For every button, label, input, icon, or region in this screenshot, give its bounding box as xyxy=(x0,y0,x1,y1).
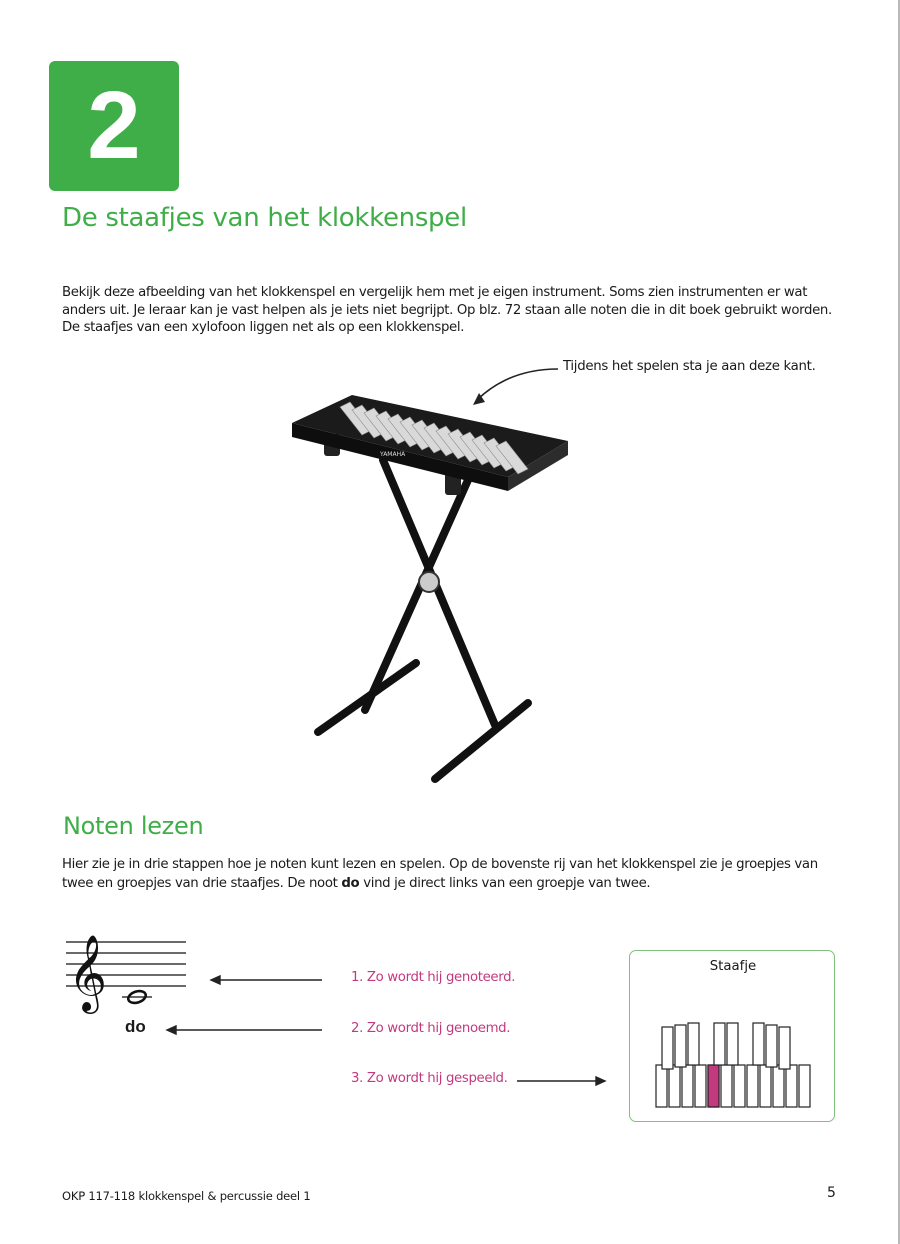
lower-row-bars xyxy=(656,1065,810,1107)
chapter-number: 2 xyxy=(87,72,141,179)
footer-book-title: OKP 117-118 klokkenspel & percussie deel 1 xyxy=(62,1189,311,1203)
note-name-do: do xyxy=(125,1017,146,1036)
step-2-text: 2. Zo wordt hij genoemd. xyxy=(351,1021,511,1036)
noten-intro-bold-do: do xyxy=(341,876,360,891)
brand-label: YAMAHA xyxy=(380,451,406,458)
page-number: 5 xyxy=(827,1185,836,1201)
section-heading-noten: Noten lezen xyxy=(63,812,204,840)
staafje-label: Staafje xyxy=(709,959,757,974)
callout-text: Tijdens het spelen sta je aan deze kant. xyxy=(563,359,816,374)
step-1-text: 1. Zo wordt hij genoteerd. xyxy=(351,970,516,985)
section-heading-staafjes: De staafjes van het klokkenspel xyxy=(62,203,467,233)
noten-intro-part1: Hier zie je in drie stappen hoe je noten kunt lezen en spelen. Op de bovenste rij van het klokkenspel zie je groepjes van twee en groepjes van drie staafjes. De noot xyxy=(62,857,818,891)
treble-clef-icon: 𝄞 xyxy=(68,934,108,1011)
section-intro-text: Bekijk deze afbeelding van het klokkenspel en vergelijk hem met je eigen instrument. Soms zien instrumenten er wat anders uit. Je leraar kan je vast helpen als je iets niet begrijpt. Op blz. 72 staan alle noten die in dit boek gebruikt worden. De staafjes van een xylofoon liggen net als op een klokkenspel. xyxy=(62,285,832,335)
staafje-panel xyxy=(629,950,835,1122)
upper-row-bars xyxy=(662,1023,790,1069)
step-3-text: 3. Zo wordt hij gespeeld. xyxy=(351,1071,508,1086)
noten-intro-part2: vind je direct links van een groepje van twee. xyxy=(359,876,651,891)
keyboard-diagram xyxy=(652,1021,812,1111)
highlighted-do-bar xyxy=(708,1065,719,1107)
